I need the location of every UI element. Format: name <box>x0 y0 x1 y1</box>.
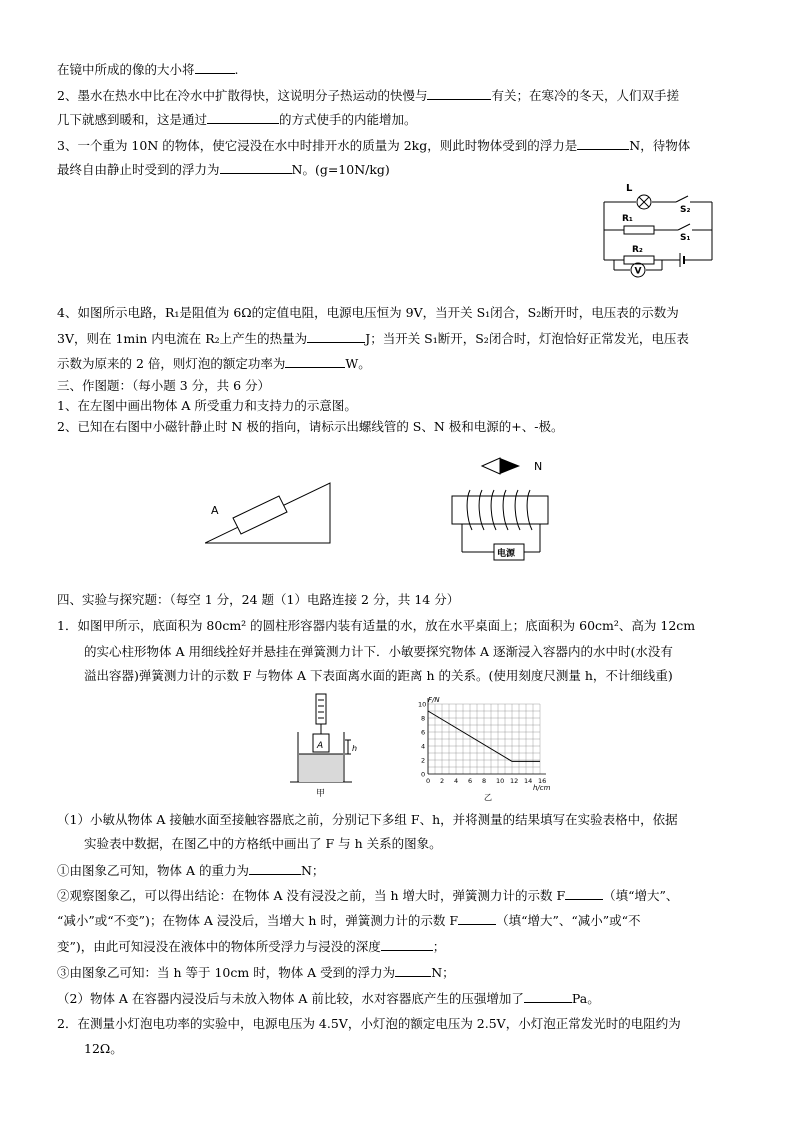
answer-blank[interactable] <box>307 330 365 343</box>
exp-c3: ③由图象乙可知：当 h 等于 10cm 时，物体 A 受到的浮力为 N； <box>57 965 455 980</box>
answer-blank[interactable] <box>220 161 292 174</box>
y-tick-label: 10 <box>418 700 427 709</box>
q3-line-2: 最终自由静止时受到的浮力为 N。(g=10N/kg) <box>57 162 390 177</box>
figure-yi-chart <box>412 692 562 808</box>
x-tick-label: 10 <box>496 777 505 785</box>
label-S1: S₁ <box>680 233 691 243</box>
p2-line-1: 2．在测量小灯泡电功率的实验中，电源电压为 4.5V，小灯泡的额定电压为 2.5V，小灯泡正常发光时的电阻约为 <box>57 1016 681 1031</box>
y-axis-label: F/N <box>428 696 440 704</box>
y-tick-label: 2 <box>421 756 426 765</box>
section-4-title: 四、实验与探究题：（每空 1 分，24 题（1）电路连接 2 分，共 14 分） <box>57 592 460 607</box>
p1-line-2: 的实心柱形物体 A 用细线拴好并悬挂在弹簧测力计下．小敏要探究物体 A 逐渐浸入容器内的水中时(水没有 <box>84 644 673 659</box>
x-axis-label: h/cm <box>533 784 551 792</box>
section-3-item-1: 1、在左图中画出物体 A 所受重力和支持力的示意图。 <box>57 398 357 413</box>
chart-ticks <box>418 701 546 786</box>
q3-line-1: 3、一个重为 10N 的物体，使它浸没在水中时排开水的质量为 2kg，则此时物体受到的浮力是 N，待物体 <box>57 138 691 153</box>
x-tick-label: 14 <box>524 777 533 785</box>
solenoid-figure <box>440 452 590 567</box>
label-R1: R₁ <box>622 214 633 224</box>
answer-blank[interactable] <box>395 964 431 977</box>
caption-jia: 甲 <box>316 789 326 799</box>
x-tick-label: 4 <box>454 777 459 785</box>
x-tick-label: 6 <box>468 777 473 785</box>
figure-jia-apparatus <box>288 692 370 800</box>
exp-c2-line-3: 变”)，由此可知浸没在液体中的物体所受浮力与浸没的深度 ； <box>57 939 446 954</box>
exp-c2-line-2: “减小”或“不变”)；在物体 A 浸没后，当增大 h 时，弹簧测力计的示数 F （填“增大”、“减小”或“不 <box>57 913 641 928</box>
exp-c2-line-1: ②观察图象乙，可以得出结论：在物体 A 没有浸没之前，当 h 增大时，弹簧测力计的示数 F （填“增大”、 <box>57 888 679 903</box>
exp-2: （2）物体 A 在容器内浸没后与未放入物体 A 前比较，水对容器底产生的压强增加了 Pa。 <box>57 991 600 1006</box>
answer-blank[interactable] <box>458 912 496 925</box>
q2-line-2: 几下就感到暖和，这是通过 的方式使手的内能增加。 <box>57 112 417 127</box>
x-tick-label: 12 <box>510 777 519 785</box>
object-A-label: A <box>317 741 324 751</box>
section-3-title: 三、作图题：（每小题 3 分，共 6 分） <box>57 378 271 393</box>
exp-c1: ①由图象乙可知，物体 A 的重力为 N； <box>57 863 325 878</box>
depth-h-label: h <box>352 744 358 753</box>
q2-line-1: 2、墨水在热水中比在冷水中扩散得快，这说明分子热运动的快慢与 有关；在寒冷的冬天，人们双手搓 <box>57 88 679 103</box>
power-source-label: 电源 <box>497 549 516 559</box>
q4-line-1: 4、如图所示电路，R₁是阻值为 6Ω的定值电阻，电源电压恒为 9V，当开关 S₁闭合，S₂断开时，电压表的示数为 <box>57 305 679 320</box>
block-label-A: A <box>211 504 219 517</box>
y-tick-label: 6 <box>421 728 426 737</box>
x-tick-label: 2 <box>440 777 445 785</box>
answer-blank[interactable] <box>249 862 301 875</box>
p1-line-3: 溢出容器)弹簧测力计的示数 F 与物体 A 下表面离水面的距离 h 的关系。(使用刻度尺测量 h，不计细线重) <box>84 668 673 683</box>
section-3-item-2: 2、已知在右图中小磁针静止时 N 极的指向，请标示出螺线管的 S、N 极和电源的+、-极。 <box>57 419 564 434</box>
chart-grid <box>428 698 546 774</box>
incline-figure <box>205 478 345 548</box>
answer-blank[interactable] <box>285 355 345 368</box>
q4-line-3: 示数为原来的 2 倍，则灯泡的额定功率为 W。 <box>57 356 371 371</box>
q1-tail: 在镜中所成的像的大小将 . <box>57 62 239 77</box>
p2-line-2: 12Ω。 <box>84 1041 123 1056</box>
answer-blank[interactable] <box>381 938 433 951</box>
x-tick-label: 0 <box>426 777 431 785</box>
exp-1-line-2: 实验表中数据，在图乙中的方格纸中画出了 F 与 h 关系的图象。 <box>84 836 442 851</box>
label-R2: R₂ <box>632 245 643 255</box>
y-tick-label: 4 <box>421 742 426 751</box>
y-tick-label: 8 <box>421 714 426 723</box>
answer-blank[interactable] <box>524 990 572 1003</box>
caption-yi: 乙 <box>484 793 492 802</box>
y-tick-label: 0 <box>421 770 426 779</box>
label-S2: S₂ <box>680 205 691 215</box>
label-L: L <box>626 183 633 194</box>
q4-line-2: 3V，则在 1min 内电流在 R₂上产生的热量为 J；当开关 S₁断开，S₂闭合时，灯泡恰好正常发光，电压表 <box>57 331 689 346</box>
x-tick-label: 16 <box>538 777 547 785</box>
x-tick-label: 8 <box>482 777 487 785</box>
answer-blank[interactable] <box>207 111 279 124</box>
label-V: V <box>634 266 642 277</box>
answer-blank[interactable] <box>577 137 629 150</box>
circuit-diagram <box>596 180 716 280</box>
answer-blank[interactable] <box>427 87 491 100</box>
exp-1-line-1: （1）小敏从物体 A 接触水面至接触容器底之前，分别记下多组 F、h，并将测量的结果填写在实验表格中，依据 <box>57 812 678 827</box>
answer-blank[interactable] <box>195 61 235 74</box>
p1-line-1: 1．如图甲所示，底面积为 80cm² 的圆柱形容器内装有适量的水，放在水平桌面上；底面积为 60cm²、高为 12cm <box>57 618 696 633</box>
needle-N-label: N <box>534 460 543 473</box>
answer-blank[interactable] <box>565 887 603 900</box>
